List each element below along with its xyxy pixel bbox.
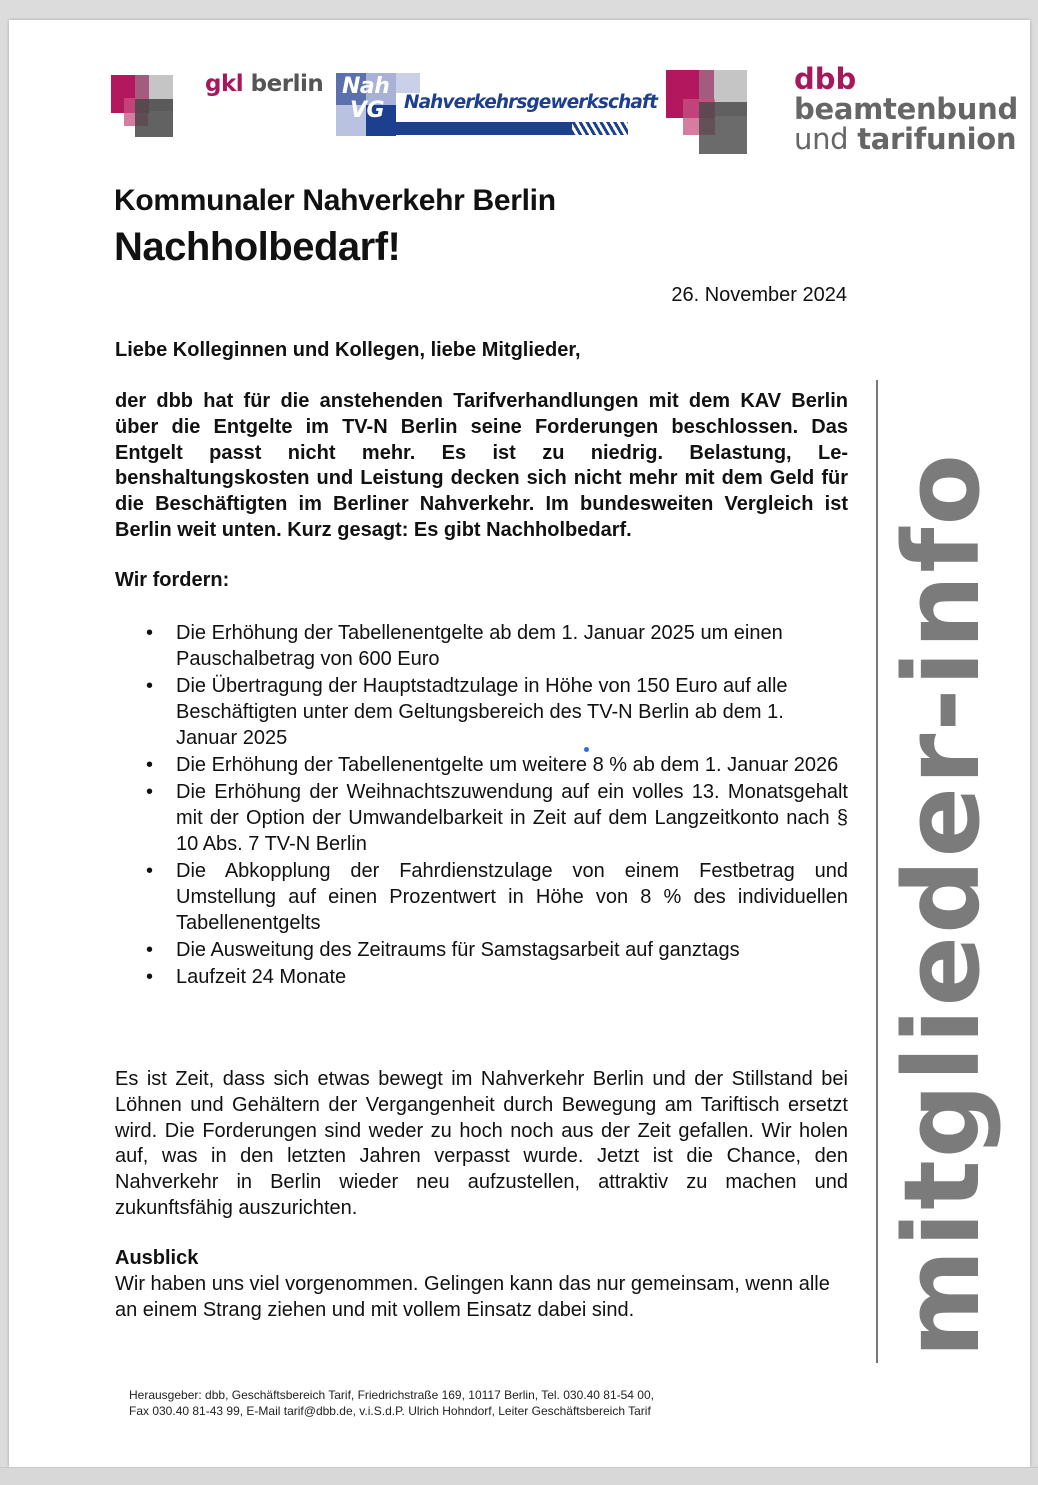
closing-paragraph: Es ist Zeit, dass sich etwas bewegt im Nahverkehr Berlin und der Stillstand bei Löhnen und Gehältern der Vergangenheit durch Bewegung am Tariftisch ersetzt wird. Die Forderungen sind weder zu hoch noch aus der Zeit gefallen. Wir holen auf, was in den letzten Jahren verpasst wurde. Jetzt ist die Chance, den Nahverkehr in Berlin wieder neu aufzustellen, attraktiv zu machen und zukunftsfähig auszurichten. (115, 1068, 848, 1219)
nahvg-logo (336, 73, 658, 136)
gkl-prefix: gkl (205, 71, 244, 97)
nahvg-full-name: Nahverkehrsgewerkschaft (404, 92, 658, 113)
bullet-icon: • (146, 860, 154, 883)
document-headline: Nachholbedarf! (114, 225, 401, 269)
nahvg-stripes (572, 122, 628, 135)
demands-heading: Wir fordern: (115, 569, 230, 591)
demand-text: Die Erhöhung der Weihnachtszuwendung auf ein volles 13. Monatsgehalt mit der Option der Umwandelbarkeit in Zeit auf dem Langzeitkonto nach § 10 Abs. 7 TV-N Berlin (176, 781, 848, 855)
nahvg-bar (396, 122, 576, 135)
text-cursor-marker (584, 747, 589, 752)
bullet-icon: • (146, 939, 154, 962)
demand-item (115, 674, 848, 751)
demand-text: Die Übertragung der Hauptstadtzulage in Höhe von 150 Euro auf alle Beschäftigten unter dem Geltungsbereich des TV-N Berlin ab dem 1. Januar 2025 (176, 675, 788, 749)
outlook-heading: Ausblick (115, 1247, 199, 1269)
dbb-logo-line3-regular: und (794, 122, 858, 156)
demand-item (115, 965, 848, 991)
demand-text: Die Abkopplung der Fahrdienstzulage von einem Festbetrag und Umstellung auf einen Prozentwert in Höhe von 8 % des individuellen Tabellenentgelts (176, 860, 848, 934)
demands-list (115, 621, 848, 993)
dbb-logo-text (794, 64, 1018, 154)
demand-item (115, 938, 848, 964)
publisher-footer (129, 1387, 654, 1419)
demand-text: Laufzeit 24 Monate (176, 966, 347, 989)
dbb-logo-line2: beamtenbund (794, 92, 1018, 126)
sidebar-label: mitglieder-info (881, 452, 1003, 1358)
footer-line-1: Herausgeber: dbb, Geschäftsbereich Tarif, Friedrichstraße 169, 10117 Berlin, Tel. 030.40 81-54 00, (129, 1388, 654, 1402)
bullet-icon: • (146, 622, 154, 644)
document-date: 26. November 2024 (671, 284, 847, 306)
intro-paragraph: der dbb hat für die anstehenden Tarifverhandlungen mit dem KAV Berlin über die Entgelte im TV-N Berlin seine Forderungen beschlossen. Das Entgelt passt nicht mehr. Es ist zu niedrig. Belastung, Lebenshaltungskosten und Leistung decken sich nicht mehr mit dem Geld für die Beschäftigten im Berliner Nahverkehr. Im bundesweiten Vergleich ist Berlin weit unten. Kurz gesagt: Es gibt Nachholbedarf. (115, 390, 848, 541)
bullet-icon: • (146, 753, 154, 776)
bullet-icon: • (146, 781, 154, 804)
salutation: Liebe Kolleginnen und Kollegen, liebe Mitglieder, (115, 339, 581, 361)
nahvg-short-top: Nah (342, 74, 390, 99)
outlook-paragraph: Wir haben uns viel vorgenommen. Gelingen kann das nur gemeinsam, wenn alle an einem Strang ziehen und mit vollem Einsatz dabei sind. (115, 1273, 830, 1321)
document-kicker: Kommunaler Nahverkehr Berlin (114, 184, 556, 217)
sidebar-divider (876, 380, 878, 1363)
demand-item (115, 621, 848, 673)
dbb-logo-line3 (794, 124, 1018, 154)
gkl-name: berlin (243, 71, 324, 97)
next-page-edge (0, 1467, 1038, 1485)
dbb-logo-line1: dbb (794, 62, 857, 96)
footer-line-2: Fax 030.40 81-43 99, E-Mail tarif@dbb.de, v.i.S.d.P. Ulrich Hohndorf, Leiter Geschäftsbereich Tarif (129, 1404, 651, 1418)
demand-text: Die Erhöhung der Tabellenentgelte um weitere 8 % ab dem 1. Januar 2026 (176, 753, 839, 776)
gkl-logo-text (205, 71, 323, 97)
nahvg-short-bottom: VG (350, 98, 385, 123)
demand-text: Die Erhöhung der Tabellenentgelte ab dem 1. Januar 2025 um einen Pauschalbetrag von 600 Euro (176, 622, 783, 670)
demand-item (115, 753, 848, 779)
demand-item (115, 780, 848, 857)
dbb-logo-mark (666, 70, 748, 154)
bullet-icon: • (146, 966, 154, 989)
dbb-logo-line3-bold: tarifunion (857, 122, 1017, 156)
bullet-icon: • (146, 675, 154, 698)
gkl-logo-mark (111, 75, 173, 137)
demand-text: Die Ausweitung des Zeitraums für Samstagsarbeit auf ganztags (176, 939, 740, 962)
demand-item (115, 859, 848, 936)
